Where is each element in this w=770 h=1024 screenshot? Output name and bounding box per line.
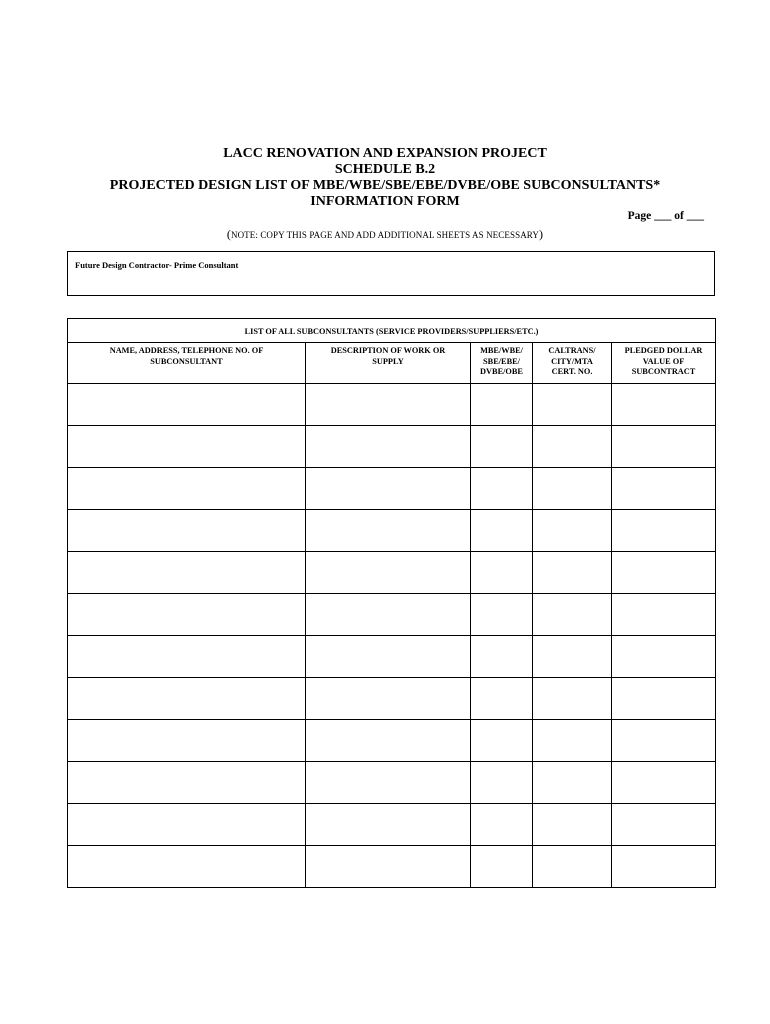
cert-number-cell[interactable] bbox=[533, 552, 612, 594]
column-header-certification-type: MBE/WBE/ SBE/EBE/ DVBE/OBE bbox=[471, 343, 533, 384]
certification-type-cell[interactable] bbox=[471, 720, 533, 762]
dollar-value-cell[interactable] bbox=[612, 468, 716, 510]
dollar-value-cell[interactable] bbox=[612, 510, 716, 552]
cert-number-cell[interactable] bbox=[533, 384, 612, 426]
note-text bbox=[0, 227, 770, 242]
column-header-description: DESCRIPTION OF WORK OR SUPPLY bbox=[306, 343, 471, 384]
table-row bbox=[68, 552, 716, 594]
table-row bbox=[68, 762, 716, 804]
dollar-value-cell[interactable] bbox=[612, 804, 716, 846]
name-cell[interactable] bbox=[68, 594, 306, 636]
dollar-value-cell[interactable] bbox=[612, 678, 716, 720]
cert-number-cell[interactable] bbox=[533, 804, 612, 846]
name-cell[interactable] bbox=[68, 762, 306, 804]
table-row bbox=[68, 846, 716, 888]
table-row bbox=[68, 678, 716, 720]
table-row bbox=[68, 426, 716, 468]
certification-type-cell[interactable] bbox=[471, 762, 533, 804]
name-cell[interactable] bbox=[68, 426, 306, 468]
project-title: LACC RENOVATION AND EXPANSION PROJECT bbox=[223, 146, 547, 161]
table-row bbox=[68, 510, 716, 552]
table-row bbox=[68, 384, 716, 426]
cert-number-cell[interactable] bbox=[533, 594, 612, 636]
note-body: NOTE: COPY THIS PAGE AND ADD ADDITIONAL SHEETS AS NECESSARY bbox=[230, 230, 539, 240]
name-cell[interactable] bbox=[68, 678, 306, 720]
description-cell[interactable] bbox=[306, 804, 471, 846]
column-header-name: NAME, ADDRESS, TELEPHONE NO. OF SUBCONSULTANT bbox=[68, 343, 306, 384]
cert-number-cell[interactable] bbox=[533, 720, 612, 762]
name-cell[interactable] bbox=[68, 720, 306, 762]
cert-number-cell[interactable] bbox=[533, 468, 612, 510]
dollar-value-cell[interactable] bbox=[612, 384, 716, 426]
name-cell[interactable] bbox=[68, 510, 306, 552]
name-cell[interactable] bbox=[68, 384, 306, 426]
dollar-value-cell[interactable] bbox=[612, 720, 716, 762]
description-cell[interactable] bbox=[306, 552, 471, 594]
dollar-value-cell[interactable] bbox=[612, 636, 716, 678]
dollar-value-cell[interactable] bbox=[612, 594, 716, 636]
certification-type-cell[interactable] bbox=[471, 426, 533, 468]
column-header-dollar-value: PLEDGED DOLLAR VALUE OF SUBCONTRACT bbox=[612, 343, 716, 384]
note-open-paren: ( bbox=[226, 227, 231, 241]
certification-type-cell[interactable] bbox=[471, 510, 533, 552]
cert-number-cell[interactable] bbox=[533, 636, 612, 678]
name-cell[interactable] bbox=[68, 804, 306, 846]
dollar-value-cell[interactable] bbox=[612, 426, 716, 468]
cert-number-cell[interactable] bbox=[533, 426, 612, 468]
column-header-row bbox=[68, 343, 716, 384]
description-cell[interactable] bbox=[306, 594, 471, 636]
description-cell[interactable] bbox=[306, 384, 471, 426]
certification-type-cell[interactable] bbox=[471, 594, 533, 636]
name-cell[interactable] bbox=[68, 846, 306, 888]
cert-number-cell[interactable] bbox=[533, 678, 612, 720]
list-heading: PROJECTED DESIGN LIST OF MBE/WBE/SBE/EBE/DVBE/OBE SUBCONSULTANTS* bbox=[109, 178, 661, 193]
certification-type-cell[interactable] bbox=[471, 678, 533, 720]
table-row bbox=[68, 804, 716, 846]
table-title: LIST OF ALL SUBCONSULTANTS (SERVICE PROVIDERS/SUPPLIERS/ETC.) bbox=[68, 319, 716, 343]
description-cell[interactable] bbox=[306, 468, 471, 510]
cert-number-cell[interactable] bbox=[533, 762, 612, 804]
page-number-label: Page ___ of ___ bbox=[627, 210, 704, 222]
certification-type-cell[interactable] bbox=[471, 636, 533, 678]
certification-type-cell[interactable] bbox=[471, 384, 533, 426]
form-name: INFORMATION FORM bbox=[310, 194, 460, 209]
dollar-value-cell[interactable] bbox=[612, 762, 716, 804]
dollar-value-cell[interactable] bbox=[612, 552, 716, 594]
description-cell[interactable] bbox=[306, 510, 471, 552]
certification-type-cell[interactable] bbox=[471, 468, 533, 510]
description-cell[interactable] bbox=[306, 762, 471, 804]
description-cell[interactable] bbox=[306, 720, 471, 762]
table-row bbox=[68, 720, 716, 762]
prime-consultant-field[interactable] bbox=[67, 251, 715, 296]
name-cell[interactable] bbox=[68, 636, 306, 678]
name-cell[interactable] bbox=[68, 468, 306, 510]
certification-type-cell[interactable] bbox=[471, 552, 533, 594]
form-title bbox=[0, 146, 770, 210]
certification-type-cell[interactable] bbox=[471, 804, 533, 846]
cert-number-cell[interactable] bbox=[533, 510, 612, 552]
schedule-title: SCHEDULE B.2 bbox=[334, 162, 436, 177]
note-close-paren: ) bbox=[539, 227, 544, 241]
certification-type-cell[interactable] bbox=[471, 846, 533, 888]
column-header-cert-number: CALTRANS/ CITY/MTA CERT. NO. bbox=[533, 343, 612, 384]
table-row bbox=[68, 594, 716, 636]
description-cell[interactable] bbox=[306, 678, 471, 720]
cert-number-cell[interactable] bbox=[533, 846, 612, 888]
name-cell[interactable] bbox=[68, 552, 306, 594]
subconsultants-table bbox=[67, 318, 716, 888]
description-cell[interactable] bbox=[306, 426, 471, 468]
prime-consultant-label: Future Design Contractor- Prime Consultant bbox=[75, 260, 239, 270]
description-cell[interactable] bbox=[306, 846, 471, 888]
description-cell[interactable] bbox=[306, 636, 471, 678]
table-row bbox=[68, 468, 716, 510]
dollar-value-cell[interactable] bbox=[612, 846, 716, 888]
table-row bbox=[68, 636, 716, 678]
